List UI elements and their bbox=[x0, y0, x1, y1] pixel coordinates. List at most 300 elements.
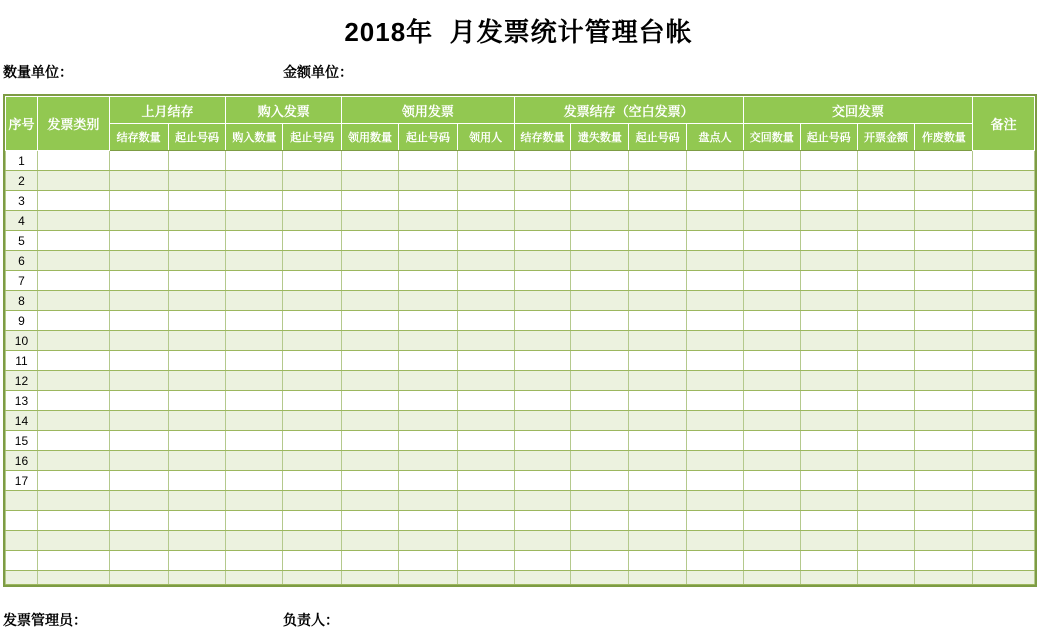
table-cell[interactable] bbox=[398, 271, 457, 291]
table-cell[interactable] bbox=[571, 411, 629, 431]
table-cell[interactable] bbox=[342, 491, 399, 511]
table-cell[interactable] bbox=[687, 391, 744, 411]
table-cell[interactable] bbox=[857, 391, 915, 411]
table-cell[interactable] bbox=[168, 251, 226, 271]
table-cell[interactable] bbox=[800, 471, 857, 491]
table-cell[interactable] bbox=[37, 491, 109, 511]
table-cell[interactable] bbox=[226, 371, 283, 391]
table-cell[interactable] bbox=[37, 171, 109, 191]
table-cell[interactable] bbox=[973, 351, 1035, 371]
table-cell[interactable] bbox=[283, 411, 342, 431]
sub-header-4-0[interactable]: 交回数量 bbox=[743, 124, 800, 151]
row-number-cell[interactable]: 16 bbox=[6, 451, 38, 471]
table-cell[interactable] bbox=[342, 571, 399, 585]
table-cell[interactable] bbox=[109, 471, 168, 491]
table-cell[interactable] bbox=[973, 511, 1035, 531]
table-cell[interactable] bbox=[457, 151, 514, 171]
table-cell[interactable] bbox=[283, 351, 342, 371]
table-cell[interactable] bbox=[398, 211, 457, 231]
table-cell[interactable] bbox=[398, 351, 457, 371]
table-cell[interactable] bbox=[629, 451, 687, 471]
row-number-cell[interactable]: 11 bbox=[6, 351, 38, 371]
group-header-0[interactable]: 上月结存 bbox=[109, 97, 226, 124]
table-cell[interactable] bbox=[457, 411, 514, 431]
table-cell[interactable] bbox=[398, 191, 457, 211]
group-header-3[interactable]: 发票结存（空白发票） bbox=[514, 97, 743, 124]
table-cell[interactable] bbox=[800, 331, 857, 351]
table-cell[interactable] bbox=[37, 411, 109, 431]
group-header-4[interactable]: 交回发票 bbox=[743, 97, 972, 124]
table-cell[interactable] bbox=[687, 531, 744, 551]
table-cell[interactable] bbox=[457, 531, 514, 551]
table-cell[interactable] bbox=[168, 391, 226, 411]
sub-header-4-3[interactable]: 作废数量 bbox=[915, 124, 973, 151]
table-cell[interactable] bbox=[800, 411, 857, 431]
table-cell[interactable] bbox=[37, 251, 109, 271]
table-cell[interactable] bbox=[37, 511, 109, 531]
table-cell[interactable] bbox=[109, 431, 168, 451]
table-cell[interactable] bbox=[342, 331, 399, 351]
table-cell[interactable] bbox=[226, 211, 283, 231]
table-cell[interactable] bbox=[109, 391, 168, 411]
table-cell[interactable] bbox=[283, 571, 342, 585]
table-cell[interactable] bbox=[283, 211, 342, 231]
table-cell[interactable] bbox=[342, 191, 399, 211]
table-cell[interactable] bbox=[915, 351, 973, 371]
table-cell[interactable] bbox=[571, 491, 629, 511]
table-cell[interactable] bbox=[457, 231, 514, 251]
table-cell[interactable] bbox=[571, 191, 629, 211]
table-cell[interactable] bbox=[226, 431, 283, 451]
table-cell[interactable] bbox=[629, 371, 687, 391]
table-cell[interactable] bbox=[743, 331, 800, 351]
table-cell[interactable] bbox=[168, 211, 226, 231]
table-cell[interactable] bbox=[857, 411, 915, 431]
table-cell[interactable] bbox=[398, 531, 457, 551]
table-cell[interactable] bbox=[915, 551, 973, 571]
table-cell[interactable] bbox=[457, 491, 514, 511]
table-cell[interactable] bbox=[629, 571, 687, 585]
table-cell[interactable] bbox=[743, 411, 800, 431]
table-cell[interactable] bbox=[226, 331, 283, 351]
table-cell[interactable] bbox=[857, 491, 915, 511]
table-cell[interactable] bbox=[457, 431, 514, 451]
table-cell[interactable] bbox=[398, 391, 457, 411]
table-cell[interactable] bbox=[514, 191, 571, 211]
table-cell[interactable] bbox=[915, 151, 973, 171]
table-cell[interactable] bbox=[973, 271, 1035, 291]
row-number-cell[interactable]: 14 bbox=[6, 411, 38, 431]
table-cell[interactable] bbox=[857, 151, 915, 171]
table-cell[interactable] bbox=[109, 331, 168, 351]
table-cell[interactable] bbox=[283, 251, 342, 271]
table-cell[interactable] bbox=[457, 291, 514, 311]
table-cell[interactable] bbox=[857, 371, 915, 391]
table-cell[interactable] bbox=[283, 511, 342, 531]
table-cell[interactable] bbox=[687, 211, 744, 231]
table-cell[interactable] bbox=[398, 231, 457, 251]
sub-header-2-2[interactable]: 领用人 bbox=[457, 124, 514, 151]
table-cell[interactable] bbox=[973, 251, 1035, 271]
corner-header-1[interactable]: 发票类别 bbox=[37, 97, 109, 151]
table-cell[interactable] bbox=[226, 511, 283, 531]
table-cell[interactable] bbox=[283, 391, 342, 411]
sub-header-3-3[interactable]: 盘点人 bbox=[687, 124, 744, 151]
table-cell[interactable] bbox=[800, 451, 857, 471]
table-cell[interactable] bbox=[915, 411, 973, 431]
table-cell[interactable] bbox=[973, 291, 1035, 311]
table-cell[interactable] bbox=[743, 431, 800, 451]
table-cell[interactable] bbox=[857, 571, 915, 585]
table-cell[interactable] bbox=[973, 431, 1035, 451]
table-cell[interactable] bbox=[342, 271, 399, 291]
table-cell[interactable] bbox=[514, 571, 571, 585]
table-cell[interactable] bbox=[571, 511, 629, 531]
table-cell[interactable] bbox=[629, 431, 687, 451]
table-cell[interactable] bbox=[973, 191, 1035, 211]
table-cell[interactable] bbox=[398, 571, 457, 585]
table-cell[interactable] bbox=[168, 331, 226, 351]
table-cell[interactable] bbox=[629, 251, 687, 271]
table-cell[interactable] bbox=[37, 231, 109, 251]
table-cell[interactable] bbox=[226, 351, 283, 371]
table-cell[interactable] bbox=[973, 151, 1035, 171]
table-cell[interactable] bbox=[168, 431, 226, 451]
table-cell[interactable] bbox=[973, 211, 1035, 231]
table-cell[interactable] bbox=[629, 311, 687, 331]
table-cell[interactable] bbox=[226, 491, 283, 511]
table-cell[interactable] bbox=[457, 371, 514, 391]
table-cell[interactable] bbox=[398, 171, 457, 191]
table-cell[interactable] bbox=[571, 331, 629, 351]
table-cell[interactable] bbox=[283, 291, 342, 311]
row-number-cell[interactable]: 1 bbox=[6, 151, 38, 171]
table-cell[interactable] bbox=[109, 511, 168, 531]
table-cell[interactable] bbox=[514, 531, 571, 551]
table-cell[interactable] bbox=[37, 371, 109, 391]
table-cell[interactable] bbox=[37, 351, 109, 371]
table-cell[interactable] bbox=[226, 191, 283, 211]
row-number-cell[interactable]: 6 bbox=[6, 251, 38, 271]
table-cell[interactable] bbox=[629, 231, 687, 251]
table-cell[interactable] bbox=[743, 531, 800, 551]
table-cell[interactable] bbox=[743, 211, 800, 231]
table-cell[interactable] bbox=[109, 171, 168, 191]
table-cell[interactable] bbox=[226, 451, 283, 471]
table-cell[interactable] bbox=[457, 251, 514, 271]
table-cell[interactable] bbox=[226, 251, 283, 271]
table-cell[interactable] bbox=[457, 571, 514, 585]
table-cell[interactable] bbox=[398, 551, 457, 571]
table-cell[interactable] bbox=[687, 511, 744, 531]
table-cell[interactable] bbox=[226, 271, 283, 291]
table-cell[interactable] bbox=[37, 271, 109, 291]
table-cell[interactable] bbox=[457, 311, 514, 331]
table-cell[interactable] bbox=[168, 291, 226, 311]
table-cell[interactable] bbox=[800, 231, 857, 251]
table-cell[interactable] bbox=[514, 211, 571, 231]
row-number-cell[interactable]: 13 bbox=[6, 391, 38, 411]
table-cell[interactable] bbox=[37, 151, 109, 171]
table-cell[interactable] bbox=[571, 531, 629, 551]
table-cell[interactable] bbox=[973, 571, 1035, 585]
table-cell[interactable] bbox=[283, 551, 342, 571]
table-cell[interactable] bbox=[800, 151, 857, 171]
table-cell[interactable] bbox=[226, 171, 283, 191]
table-cell[interactable] bbox=[168, 411, 226, 431]
table-cell[interactable] bbox=[915, 431, 973, 451]
sub-header-1-1[interactable]: 起止号码 bbox=[283, 124, 342, 151]
table-cell[interactable] bbox=[226, 571, 283, 585]
table-cell[interactable] bbox=[226, 311, 283, 331]
table-cell[interactable] bbox=[800, 211, 857, 231]
sub-header-4-2[interactable]: 开票金额 bbox=[857, 124, 915, 151]
table-cell[interactable] bbox=[915, 171, 973, 191]
table-cell[interactable] bbox=[168, 371, 226, 391]
table-cell[interactable] bbox=[342, 551, 399, 571]
table-cell[interactable] bbox=[687, 311, 744, 331]
table-cell[interactable] bbox=[226, 151, 283, 171]
table-cell[interactable] bbox=[973, 331, 1035, 351]
remark-header[interactable]: 备注 bbox=[973, 97, 1035, 151]
row-number-cell[interactable] bbox=[6, 531, 38, 551]
table-cell[interactable] bbox=[226, 551, 283, 571]
table-cell[interactable] bbox=[37, 291, 109, 311]
table-cell[interactable] bbox=[571, 151, 629, 171]
table-cell[interactable] bbox=[514, 151, 571, 171]
table-cell[interactable] bbox=[800, 191, 857, 211]
table-cell[interactable] bbox=[514, 331, 571, 351]
table-cell[interactable] bbox=[457, 331, 514, 351]
table-cell[interactable] bbox=[457, 211, 514, 231]
row-number-cell[interactable]: 10 bbox=[6, 331, 38, 351]
table-cell[interactable] bbox=[342, 511, 399, 531]
table-cell[interactable] bbox=[109, 551, 168, 571]
table-cell[interactable] bbox=[571, 171, 629, 191]
table-cell[interactable] bbox=[571, 291, 629, 311]
table-cell[interactable] bbox=[687, 471, 744, 491]
table-cell[interactable] bbox=[168, 451, 226, 471]
table-cell[interactable] bbox=[973, 451, 1035, 471]
table-cell[interactable] bbox=[514, 271, 571, 291]
table-cell[interactable] bbox=[915, 291, 973, 311]
table-cell[interactable] bbox=[398, 411, 457, 431]
table-cell[interactable] bbox=[800, 551, 857, 571]
table-cell[interactable] bbox=[109, 211, 168, 231]
table-cell[interactable] bbox=[629, 511, 687, 531]
table-cell[interactable] bbox=[109, 571, 168, 585]
table-cell[interactable] bbox=[37, 571, 109, 585]
row-number-cell[interactable]: 9 bbox=[6, 311, 38, 331]
table-cell[interactable] bbox=[283, 371, 342, 391]
table-cell[interactable] bbox=[857, 271, 915, 291]
table-cell[interactable] bbox=[743, 351, 800, 371]
row-number-cell[interactable]: 7 bbox=[6, 271, 38, 291]
table-cell[interactable] bbox=[687, 191, 744, 211]
table-cell[interactable] bbox=[743, 471, 800, 491]
table-cell[interactable] bbox=[687, 571, 744, 585]
row-number-cell[interactable]: 15 bbox=[6, 431, 38, 451]
table-cell[interactable] bbox=[457, 171, 514, 191]
table-cell[interactable] bbox=[857, 531, 915, 551]
table-cell[interactable] bbox=[514, 231, 571, 251]
table-cell[interactable] bbox=[743, 551, 800, 571]
table-cell[interactable] bbox=[37, 471, 109, 491]
table-cell[interactable] bbox=[973, 471, 1035, 491]
table-cell[interactable] bbox=[283, 271, 342, 291]
table-cell[interactable] bbox=[915, 311, 973, 331]
table-cell[interactable] bbox=[571, 571, 629, 585]
table-cell[interactable] bbox=[800, 391, 857, 411]
table-cell[interactable] bbox=[743, 231, 800, 251]
table-cell[interactable] bbox=[629, 491, 687, 511]
table-cell[interactable] bbox=[687, 451, 744, 471]
table-cell[interactable] bbox=[109, 311, 168, 331]
table-cell[interactable] bbox=[915, 191, 973, 211]
table-cell[interactable] bbox=[857, 551, 915, 571]
row-number-cell[interactable]: 12 bbox=[6, 371, 38, 391]
table-cell[interactable] bbox=[687, 171, 744, 191]
table-cell[interactable] bbox=[687, 411, 744, 431]
table-cell[interactable] bbox=[109, 411, 168, 431]
table-cell[interactable] bbox=[398, 431, 457, 451]
table-cell[interactable] bbox=[37, 551, 109, 571]
table-cell[interactable] bbox=[629, 331, 687, 351]
table-cell[interactable] bbox=[109, 231, 168, 251]
table-cell[interactable] bbox=[109, 251, 168, 271]
table-cell[interactable] bbox=[915, 371, 973, 391]
table-cell[interactable] bbox=[857, 311, 915, 331]
table-cell[interactable] bbox=[629, 291, 687, 311]
row-number-cell[interactable] bbox=[6, 571, 38, 585]
table-cell[interactable] bbox=[283, 451, 342, 471]
sub-header-2-1[interactable]: 起止号码 bbox=[398, 124, 457, 151]
table-cell[interactable] bbox=[37, 451, 109, 471]
table-cell[interactable] bbox=[168, 531, 226, 551]
table-cell[interactable] bbox=[915, 531, 973, 551]
table-cell[interactable] bbox=[800, 511, 857, 531]
table-cell[interactable] bbox=[857, 291, 915, 311]
table-cell[interactable] bbox=[168, 151, 226, 171]
table-cell[interactable] bbox=[973, 371, 1035, 391]
table-cell[interactable] bbox=[514, 551, 571, 571]
table-cell[interactable] bbox=[283, 311, 342, 331]
table-cell[interactable] bbox=[743, 271, 800, 291]
table-cell[interactable] bbox=[457, 451, 514, 471]
table-cell[interactable] bbox=[342, 451, 399, 471]
table-cell[interactable] bbox=[629, 391, 687, 411]
table-cell[interactable] bbox=[915, 251, 973, 271]
table-cell[interactable] bbox=[109, 191, 168, 211]
table-cell[interactable] bbox=[398, 291, 457, 311]
table-cell[interactable] bbox=[168, 351, 226, 371]
table-cell[interactable] bbox=[915, 331, 973, 351]
table-cell[interactable] bbox=[629, 351, 687, 371]
table-cell[interactable] bbox=[973, 491, 1035, 511]
group-header-1[interactable]: 购入发票 bbox=[226, 97, 342, 124]
table-cell[interactable] bbox=[687, 431, 744, 451]
table-cell[interactable] bbox=[283, 171, 342, 191]
table-cell[interactable] bbox=[800, 171, 857, 191]
table-cell[interactable] bbox=[915, 511, 973, 531]
table-cell[interactable] bbox=[743, 291, 800, 311]
table-cell[interactable] bbox=[342, 231, 399, 251]
table-cell[interactable] bbox=[283, 491, 342, 511]
table-cell[interactable] bbox=[342, 391, 399, 411]
table-cell[interactable] bbox=[687, 271, 744, 291]
table-cell[interactable] bbox=[973, 231, 1035, 251]
table-cell[interactable] bbox=[743, 571, 800, 585]
table-cell[interactable] bbox=[37, 331, 109, 351]
row-number-cell[interactable]: 2 bbox=[6, 171, 38, 191]
table-cell[interactable] bbox=[687, 551, 744, 571]
sub-header-1-0[interactable]: 购入数量 bbox=[226, 124, 283, 151]
row-number-cell[interactable] bbox=[6, 491, 38, 511]
table-cell[interactable] bbox=[915, 491, 973, 511]
table-cell[interactable] bbox=[457, 271, 514, 291]
table-cell[interactable] bbox=[800, 491, 857, 511]
table-cell[interactable] bbox=[743, 371, 800, 391]
table-cell[interactable] bbox=[37, 431, 109, 451]
table-cell[interactable] bbox=[571, 451, 629, 471]
table-cell[interactable] bbox=[687, 151, 744, 171]
table-cell[interactable] bbox=[283, 531, 342, 551]
table-cell[interactable] bbox=[973, 311, 1035, 331]
table-cell[interactable] bbox=[457, 471, 514, 491]
sub-header-0-1[interactable]: 起止号码 bbox=[168, 124, 226, 151]
row-number-cell[interactable] bbox=[6, 551, 38, 571]
row-number-cell[interactable]: 8 bbox=[6, 291, 38, 311]
table-cell[interactable] bbox=[571, 271, 629, 291]
table-cell[interactable] bbox=[109, 151, 168, 171]
table-cell[interactable] bbox=[571, 231, 629, 251]
table-cell[interactable] bbox=[687, 291, 744, 311]
table-cell[interactable] bbox=[226, 231, 283, 251]
table-cell[interactable] bbox=[800, 371, 857, 391]
table-cell[interactable] bbox=[743, 451, 800, 471]
table-cell[interactable] bbox=[973, 171, 1035, 191]
table-cell[interactable] bbox=[342, 411, 399, 431]
table-cell[interactable] bbox=[457, 511, 514, 531]
table-cell[interactable] bbox=[342, 431, 399, 451]
table-cell[interactable] bbox=[743, 391, 800, 411]
table-cell[interactable] bbox=[915, 271, 973, 291]
table-cell[interactable] bbox=[800, 531, 857, 551]
table-cell[interactable] bbox=[168, 191, 226, 211]
table-cell[interactable] bbox=[629, 211, 687, 231]
table-cell[interactable] bbox=[109, 371, 168, 391]
table-cell[interactable] bbox=[168, 311, 226, 331]
table-cell[interactable] bbox=[629, 271, 687, 291]
table-cell[interactable] bbox=[514, 351, 571, 371]
table-cell[interactable] bbox=[743, 251, 800, 271]
table-cell[interactable] bbox=[342, 211, 399, 231]
table-cell[interactable] bbox=[571, 371, 629, 391]
row-number-cell[interactable]: 3 bbox=[6, 191, 38, 211]
table-cell[interactable] bbox=[342, 531, 399, 551]
table-cell[interactable] bbox=[398, 371, 457, 391]
sub-header-3-1[interactable]: 遗失数量 bbox=[571, 124, 629, 151]
table-cell[interactable] bbox=[168, 471, 226, 491]
table-cell[interactable] bbox=[687, 331, 744, 351]
table-cell[interactable] bbox=[915, 231, 973, 251]
table-cell[interactable] bbox=[915, 391, 973, 411]
table-cell[interactable] bbox=[283, 191, 342, 211]
row-number-cell[interactable]: 4 bbox=[6, 211, 38, 231]
table-cell[interactable] bbox=[168, 571, 226, 585]
table-cell[interactable] bbox=[398, 151, 457, 171]
table-cell[interactable] bbox=[743, 171, 800, 191]
